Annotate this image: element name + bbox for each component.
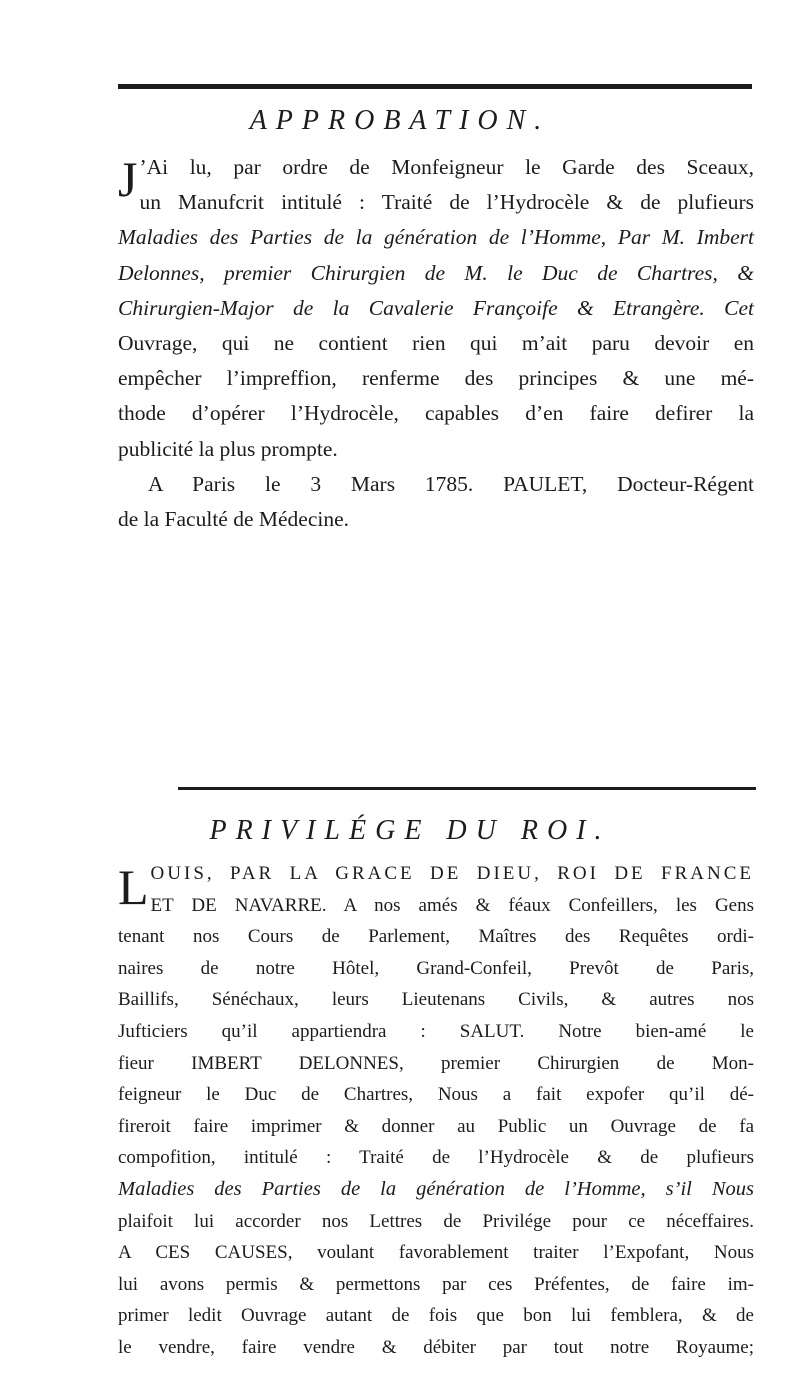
approbation-line: Ouvrage, qui ne contient rien qui m’ait paru devoir en	[118, 331, 754, 356]
approbation-line: ’Ai lu, par ordre de Monfeigneur le Garde des Sceaux,	[139, 155, 754, 179]
privilege-line: OUIS, PAR LA GRACE DE DIEU, ROI DE FRANCE	[150, 863, 754, 884]
privilege-line: tenant nos Cours de Parlement, Maîtres des Requêtes ordi-	[118, 926, 754, 948]
approbation-title: APPROBATION.	[249, 105, 551, 136]
privilege-line: Jufticiers qu’il appartiendra : SALUT. Notre bien-amé le	[118, 1020, 754, 1042]
approbation-line: Chirurgien-Major de la Cavalerie Françoife & Etrangère. Cet	[118, 295, 754, 320]
privilege-line: feigneur le Duc de Chartres, Nous a fait expofer qu’il dé-	[118, 1084, 754, 1106]
approbation-line: publicité la plus prompte.	[118, 436, 338, 461]
privilege-line: fieur IMBERT DELONNES, premier Chirurgien de Mon-	[118, 1052, 754, 1074]
privilege-line: naires de notre Hôtel, Grand-Confeil, Prevôt de Paris,	[118, 957, 754, 979]
approbation-line: thode d’opérer l’Hydrocèle, capables d’en faire defirer la	[118, 401, 754, 426]
privilege-line: plaifoit lui accorder nos Lettres de Privilége pour ce néceffaires.	[118, 1210, 754, 1232]
privilege-line: compofition, intitulé : Traité de l’Hydrocèle & de plufieurs	[118, 1147, 754, 1169]
privilege-line: fireroit faire imprimer & donner au Public un Ouvrage de fa	[118, 1115, 754, 1137]
approbation-dropcap: J	[118, 151, 138, 207]
approbation-text	[118, 150, 754, 537]
approbation-line: de la Faculté de Médecine.	[118, 507, 350, 532]
approbation-line: un Manufcrit intitulé : Traité de l’Hydrocèle & de plufieurs	[139, 190, 754, 215]
approbation-line: empêcher l’impreffion, renferme des principes & une mé-	[118, 366, 754, 391]
privilege-text	[118, 858, 754, 1364]
top-rule	[118, 84, 752, 89]
privilege-dropcap: L	[118, 859, 149, 915]
approbation-line: Delonnes, premier Chirurgien de M. le Duc de Chartres, &	[118, 260, 754, 285]
privilege-line: ET DE NAVARRE. A nos amés & féaux Confeillers, les Gens	[150, 894, 754, 916]
privilege-line: le vendre, faire vendre & débiter par tout notre Royaume;	[118, 1336, 754, 1358]
privilege-line: Baillifs, Sénéchaux, leurs Lieutenans Civils, & autres nos	[118, 989, 754, 1011]
privilege-line: A CES CAUSES, voulant favorablement traiter l’Expofant, Nous	[118, 1242, 754, 1264]
privilege-title: PRIVILÉGE DU ROI.	[209, 815, 611, 846]
approbation-signature-line: A Paris le 3 Mars 1785. PAULET, Docteur-Régent	[148, 471, 754, 496]
approbation-line: Maladies des Parties de la génération de l’Homme, Par M. Imbert	[118, 225, 754, 250]
privilege-line: primer ledit Ouvrage autant de fois que bon lui femblera, & de	[118, 1305, 754, 1327]
middle-rule	[178, 787, 756, 790]
privilege-line: Maladies des Parties de la génération de l’Homme, s’il Nous	[118, 1177, 754, 1200]
privilege-line: lui avons permis & permettons par ces Préfentes, de faire im-	[118, 1273, 754, 1295]
